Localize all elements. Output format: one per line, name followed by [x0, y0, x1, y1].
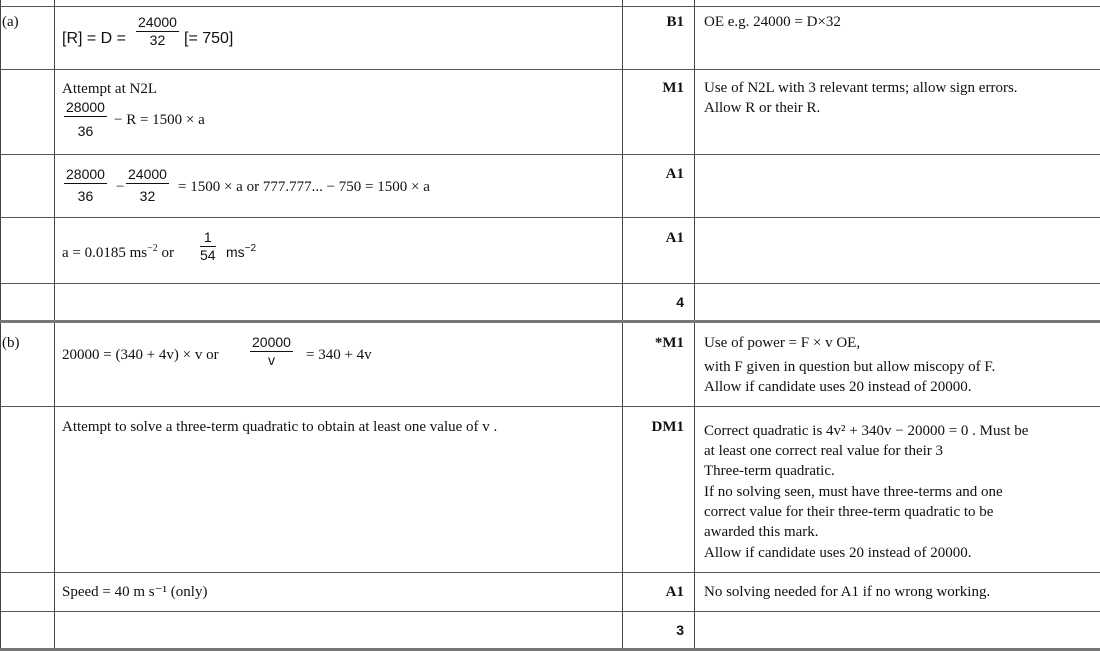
row-line	[0, 406, 1100, 407]
table-border-left	[0, 0, 1, 651]
row-line	[0, 6, 1100, 7]
working-b1-rhs: = 340 + 4v	[306, 347, 372, 363]
part-separator	[0, 320, 1100, 323]
mark-a4: A1	[665, 230, 684, 246]
guidance-b2-line: Correct quadratic is 4v² + 340v − 20000 = 0 . Must be	[704, 423, 1029, 439]
guidance-a2-line: Use of N2L with 3 relevant terms; allow sign errors.	[704, 80, 1018, 96]
row-line	[0, 572, 1100, 573]
row-line	[0, 611, 1100, 612]
working-b2-line: Attempt to solve a three-term quadratic to obtain at least one value of v .	[62, 419, 498, 435]
row-line	[0, 217, 1100, 218]
column-divider-working	[622, 0, 623, 651]
mark-total-a: 4	[676, 294, 684, 310]
guidance-b2-line: If no solving seen, must have three-terms and one	[704, 484, 1003, 500]
guidance-b3-line: No solving needed for A1 if no wrong working.	[704, 584, 991, 600]
guidance-b1-line: Use of power = F × v OE,	[704, 335, 861, 351]
working-a1-lhs: [R] = D =	[62, 30, 127, 47]
guidance-b1-line: Allow if candidate uses 20 instead of 20000.	[704, 379, 972, 395]
working-a1-rhs: [= 750]	[184, 30, 234, 47]
row-line	[0, 283, 1100, 284]
guidance-b2-line: Allow if candidate uses 20 instead of 20000.	[704, 545, 972, 561]
row-line	[0, 69, 1100, 70]
mark-a2: M1	[662, 80, 684, 96]
guidance-b1-line: with F given in question but allow miscopy of F.	[704, 359, 996, 375]
working-b1-lhs: 20000 = (340 + 4v) × v or	[62, 347, 219, 363]
guidance-b2-line: Three-term quadratic.	[704, 463, 835, 479]
working-a3-fraction-1: $\frac{28000}{36}$	[66, 166, 105, 204]
mark-b3: A1	[665, 584, 684, 600]
working-a2-fraction: $\frac{28000}{36}$	[66, 99, 105, 139]
mark-total-b: 3	[676, 622, 684, 638]
mark-b2: DM1	[651, 419, 684, 435]
guidance-a2-line: Allow R or their R.	[704, 100, 821, 116]
guidance-a1-line: OE e.g. 24000 = D×32	[704, 14, 841, 30]
working-a4-lhs: a = 0.0185 $ms^{-2}$ or	[62, 243, 175, 261]
column-divider-mark	[694, 0, 695, 651]
guidance-b2-line: awarded this mark.	[704, 524, 819, 540]
working-a4-fraction: $\frac{1}{54}$	[200, 229, 216, 263]
mark-b1: *M1	[654, 335, 684, 351]
working-a2-rhs: − R = 1500 × a	[114, 112, 205, 128]
working-a2-line: Attempt at N2L	[62, 81, 157, 97]
column-divider-part	[54, 0, 55, 651]
working-a3-rhs: = 1500 × a or 777.777... − 750 = 1500 × a	[178, 179, 430, 195]
working-b1-fraction: $\frac{20000}{v}$	[252, 334, 291, 368]
working-b3-line: Speed = 40 m s⁻¹ (only)	[62, 584, 208, 600]
part-label-b: (b)	[2, 335, 20, 351]
guidance-b2-line: correct value for their three-term quadratic to be	[704, 504, 994, 520]
row-line	[0, 154, 1100, 155]
mark-a3: A1	[665, 166, 684, 182]
guidance-b2-line: at least one correct real value for their 3	[704, 443, 944, 459]
working-a3-fraction-2: $\frac{24000}{32}$	[128, 166, 167, 204]
part-label-a: (a)	[2, 14, 19, 30]
working-a1-fraction: $\frac{24000}{32}$	[138, 14, 177, 48]
mark-a1: B1	[666, 14, 684, 30]
working-a3-minus: −	[116, 179, 125, 195]
working-a4-unit: $ms^{-2}$	[226, 243, 257, 260]
